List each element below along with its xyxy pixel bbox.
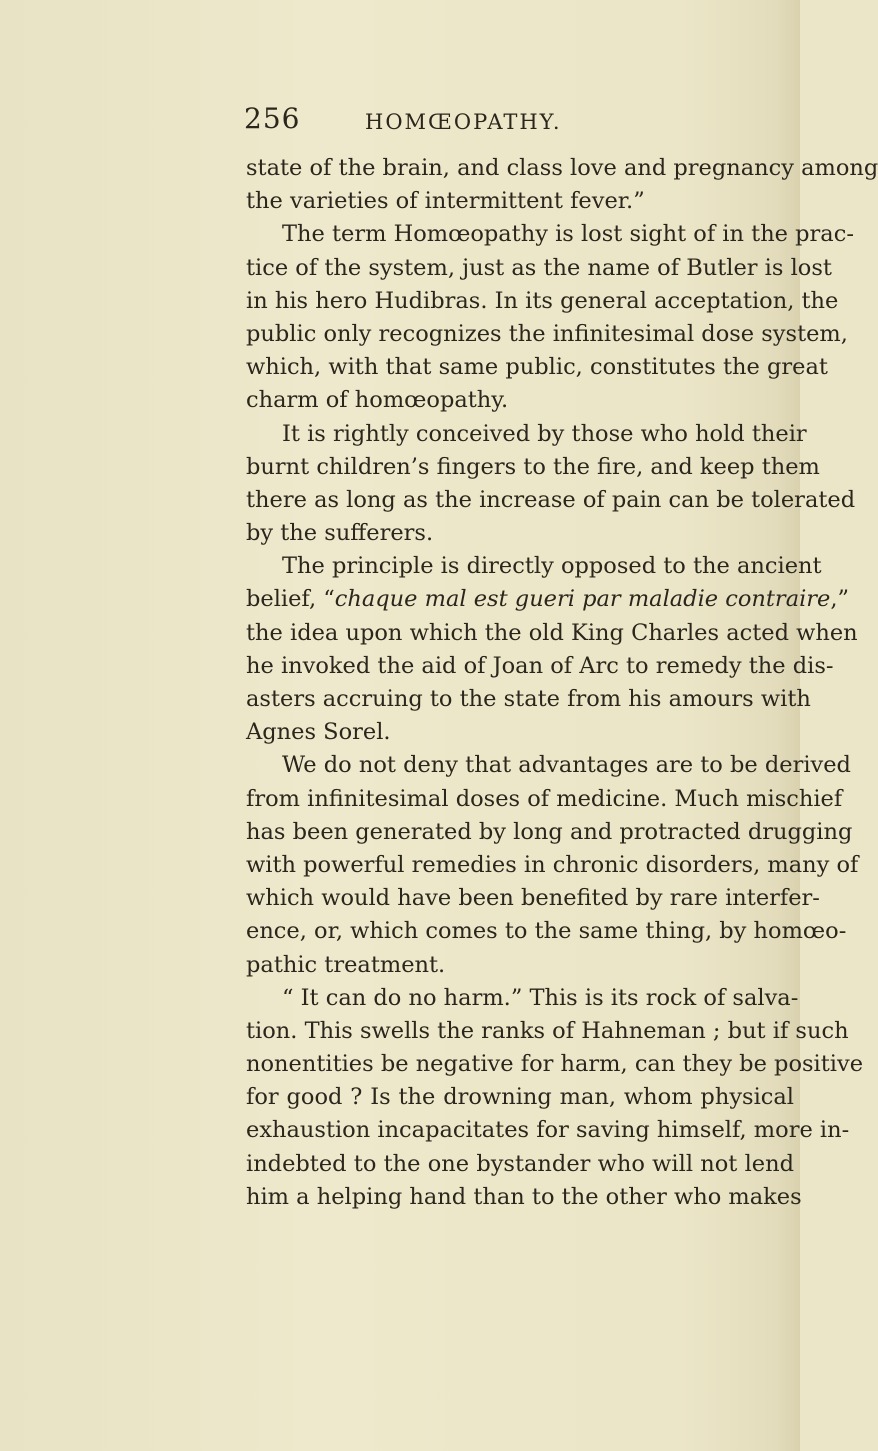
text-line: Agnes Sorel. xyxy=(246,719,391,746)
text-line: pathic treatment. xyxy=(246,951,446,978)
text-line: him a helping hand than to the other who makes xyxy=(246,1183,802,1210)
text-line: We do not deny that advantages are to be derived xyxy=(282,752,851,779)
page-number: 256 xyxy=(244,102,301,135)
text-line: the varieties of intermittent fever.” xyxy=(246,188,645,215)
text-line-quote xyxy=(246,583,850,616)
text-line: for good ? Is the drowning man, whom physical xyxy=(246,1084,794,1111)
text-line: exhaustion incapacitates for saving himself, more in- xyxy=(246,1117,850,1144)
text-line: charm of homœopathy. xyxy=(246,387,509,414)
text-line: state of the brain, and class love and pregnancy among xyxy=(246,155,878,181)
text-line: It is rightly conceived by those who hold their xyxy=(282,420,807,447)
text-line: indebted to the one bystander who will not lend xyxy=(246,1150,794,1177)
text-line: there as long as the increase of pain can be tolerated xyxy=(246,486,856,513)
quote-post: ,” xyxy=(830,586,850,613)
text-line: from infinitesimal doses of medicine. Much mischief xyxy=(246,785,843,812)
text-line: The term Homœopathy is lost sight of in the prac- xyxy=(282,221,854,248)
text-line: The principle is directly opposed to the ancient xyxy=(282,553,822,580)
text-line: in his hero Hudibras. In its general acceptation, the xyxy=(246,287,839,314)
text-line: public only recognizes the infinitesimal dose system, xyxy=(246,320,848,347)
text-line: the idea upon which the old King Charles acted when xyxy=(246,619,858,646)
text-line: asters accruing to the state from his amours with xyxy=(246,686,811,712)
text-line: which, with that same public, constitutes the great xyxy=(246,354,828,381)
text-line: burnt children’s fingers to the fire, and keep them xyxy=(246,453,820,480)
text-line: “ It can do no harm.” This is its rock of salva- xyxy=(282,984,799,1011)
text-line: which would have been benefited by rare interfer- xyxy=(246,885,820,912)
text-line: with powerful remedies in chronic disorders, many of xyxy=(246,851,859,878)
running-head: HOMŒOPATHY. xyxy=(365,110,562,134)
text-line: tion. This swells the ranks of Hahneman ; but if such xyxy=(246,1017,849,1044)
text-line: ence, or, which comes to the same thing, by homœo- xyxy=(246,918,847,945)
body-text xyxy=(246,152,878,1214)
text-line: he invoked the aid of Joan of Arc to remedy the dis- xyxy=(246,652,834,679)
french-quote: chaque mal est gueri par maladie contraire xyxy=(334,586,831,613)
text-line: tice of the system, just as the name of Butler is lost xyxy=(246,254,832,281)
text-line: by the sufferers. xyxy=(246,520,434,547)
text-line: has been generated by long and protracted drugging xyxy=(246,818,853,845)
text-line: nonentities be negative for harm, can they be positive xyxy=(246,1051,864,1078)
quote-pre: belief, “ xyxy=(246,586,335,613)
